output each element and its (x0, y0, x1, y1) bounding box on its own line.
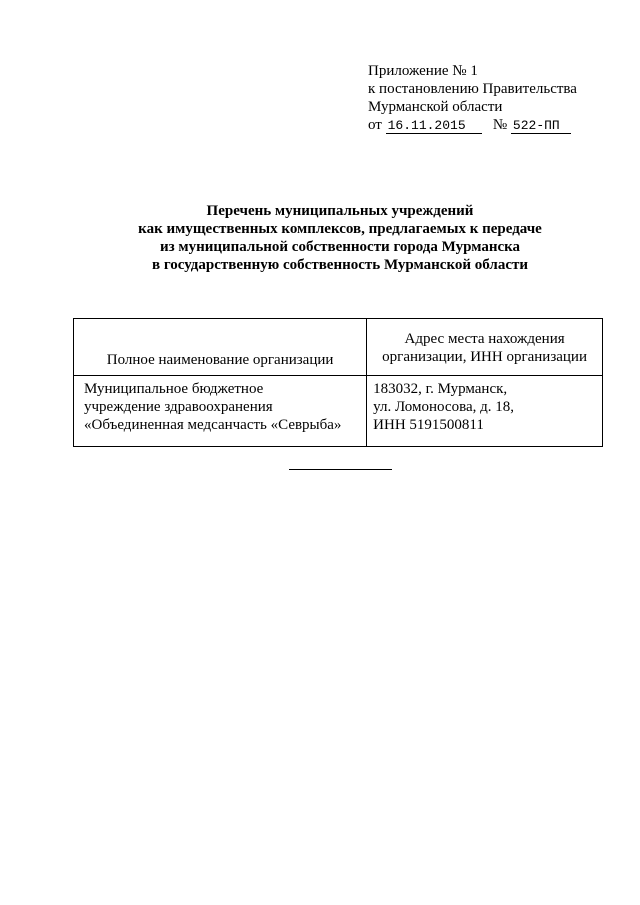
organization-name-cell: Муниципальное бюджетное учреждение здравоохранения «Объединенная медсанчасть «Севрыба» (74, 376, 367, 447)
title-line-4: в государственную собственность Мурманской области (152, 257, 528, 273)
appendix-date-line (368, 116, 577, 134)
title-line-3: из муниципальной собственности города Мурманска (159, 239, 521, 255)
header-address-inn: Адрес места нахождения организации, ИНН организации (367, 319, 603, 376)
resolution-number: 522-ПП (511, 119, 571, 134)
title-line-2: как имущественных комплексов, предлагаемых к передаче (138, 221, 542, 237)
appendix-resolution-ref: к постановлению Правительства (368, 81, 577, 97)
date-prefix: от (368, 117, 382, 133)
appendix-block (368, 62, 577, 134)
appendix-region: Мурманской области (368, 99, 503, 115)
document-title (60, 202, 620, 274)
header-full-name: Полное наименование организации (74, 319, 367, 376)
end-divider (289, 469, 392, 470)
table-row (74, 376, 603, 447)
title-line-1: Перечень муниципальных учреждений (206, 203, 474, 219)
organization-address-cell: 183032, г. Мурманск, ул. Ломоносова, д. 18, ИНН 5191500811 (367, 376, 603, 447)
appendix-number: Приложение № 1 (368, 63, 478, 79)
number-prefix: № (492, 117, 508, 133)
table-header-row (74, 319, 603, 376)
resolution-date: 16.11.2015 (386, 119, 482, 134)
institutions-table (73, 318, 603, 447)
